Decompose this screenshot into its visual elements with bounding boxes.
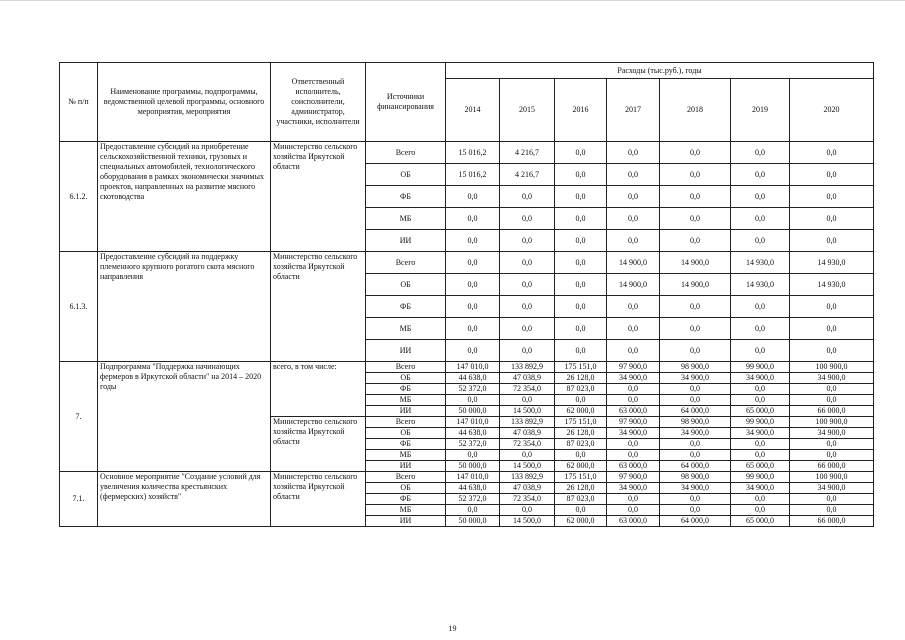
amount-cell: 0,0 <box>607 186 660 208</box>
amount-cell: 47 038,9 <box>500 483 555 494</box>
amount-cell: 65 000,0 <box>731 461 790 472</box>
funding-source: Всего <box>366 417 446 428</box>
amount-cell: 14 930,0 <box>790 252 874 274</box>
measure-name: Основное мероприятие "Создание условий для увеличения количества крестьянских (фермерских) хозяйств" <box>98 472 271 527</box>
funding-source: ИИ <box>366 406 446 417</box>
block-6-1-2 <box>60 142 874 252</box>
funding-source: ОБ <box>366 373 446 384</box>
amount-cell: 14 900,0 <box>660 252 731 274</box>
amount-cell: 0,0 <box>555 395 607 406</box>
amount-cell: 0,0 <box>555 505 607 516</box>
amount-cell: 0,0 <box>500 395 555 406</box>
amount-cell: 62 000,0 <box>555 461 607 472</box>
amount-cell: 0,0 <box>555 164 607 186</box>
funding-source: ИИ <box>366 340 446 362</box>
amount-cell: 0,0 <box>660 296 731 318</box>
amount-cell: 0,0 <box>660 186 731 208</box>
funding-source: МБ <box>366 318 446 340</box>
amount-cell: 63 000,0 <box>607 461 660 472</box>
row-number: 7.1. <box>60 472 98 527</box>
amount-cell: 52 372,0 <box>446 494 500 505</box>
amount-cell: 0,0 <box>555 274 607 296</box>
amount-cell: 0,0 <box>731 230 790 252</box>
amount-cell: 0,0 <box>731 439 790 450</box>
amount-cell: 0,0 <box>790 395 874 406</box>
amount-cell: 0,0 <box>607 318 660 340</box>
amount-cell: 0,0 <box>731 208 790 230</box>
amount-cell: 0,0 <box>607 142 660 164</box>
amount-cell: 0,0 <box>731 164 790 186</box>
amount-cell: 0,0 <box>446 296 500 318</box>
amount-cell: 0,0 <box>555 296 607 318</box>
amount-cell: 0,0 <box>660 494 731 505</box>
header-num: № п/п <box>60 63 98 142</box>
amount-cell: 14 930,0 <box>731 274 790 296</box>
amount-cell: 0,0 <box>500 208 555 230</box>
amount-cell: 66 000,0 <box>790 461 874 472</box>
table-row <box>60 142 874 164</box>
amount-cell: 0,0 <box>790 318 874 340</box>
amount-cell: 64 000,0 <box>660 406 731 417</box>
amount-cell: 64 000,0 <box>660 516 731 527</box>
measure-name: Предоставление субсидий на приобретение сельскохозяйственной техники, грузовых и специальных автомобилей, технологического оборудования в рамках экономически значимых проектов, направленных на развитие мясного скотоводства <box>98 142 271 252</box>
header-year: 2014 <box>446 79 500 142</box>
amount-cell: 0,0 <box>607 384 660 395</box>
amount-cell: 100 900,0 <box>790 417 874 428</box>
amount-cell: 62 000,0 <box>555 406 607 417</box>
amount-cell: 47 038,9 <box>500 428 555 439</box>
amount-cell: 34 900,0 <box>660 428 731 439</box>
header-sources: Источники финансирования <box>366 63 446 142</box>
amount-cell: 50 000,0 <box>446 461 500 472</box>
header-year: 2015 <box>500 79 555 142</box>
amount-cell: 0,0 <box>660 164 731 186</box>
amount-cell: 34 900,0 <box>731 428 790 439</box>
amount-cell: 98 900,0 <box>660 362 731 373</box>
amount-cell: 0,0 <box>446 450 500 461</box>
amount-cell: 0,0 <box>446 505 500 516</box>
amount-cell: 0,0 <box>790 296 874 318</box>
amount-cell: 52 372,0 <box>446 384 500 395</box>
funding-source: МБ <box>366 208 446 230</box>
funding-source: ИИ <box>366 461 446 472</box>
block-7 <box>60 362 874 472</box>
amount-cell: 0,0 <box>790 230 874 252</box>
amount-cell: 0,0 <box>731 318 790 340</box>
amount-cell: 0,0 <box>731 494 790 505</box>
amount-cell: 0,0 <box>446 252 500 274</box>
amount-cell: 52 372,0 <box>446 439 500 450</box>
amount-cell: 0,0 <box>660 340 731 362</box>
amount-cell: 0,0 <box>731 186 790 208</box>
amount-cell: 65 000,0 <box>731 406 790 417</box>
amount-cell: 15 016,2 <box>446 142 500 164</box>
amount-cell: 72 354,0 <box>500 384 555 395</box>
funding-source: МБ <box>366 505 446 516</box>
amount-cell: 0,0 <box>555 252 607 274</box>
responsible-executor: Министерство сельского хозяйства Иркутской области <box>271 417 366 472</box>
funding-source: ФБ <box>366 296 446 318</box>
amount-cell: 0,0 <box>731 142 790 164</box>
funding-source: МБ <box>366 395 446 406</box>
amount-cell: 0,0 <box>446 274 500 296</box>
amount-cell: 0,0 <box>555 186 607 208</box>
amount-cell: 0,0 <box>607 505 660 516</box>
amount-cell: 87 023,0 <box>555 384 607 395</box>
header-year: 2019 <box>731 79 790 142</box>
amount-cell: 64 000,0 <box>660 461 731 472</box>
amount-cell: 0,0 <box>607 164 660 186</box>
amount-cell: 175 151,0 <box>555 362 607 373</box>
amount-cell: 0,0 <box>731 296 790 318</box>
amount-cell: 0,0 <box>555 318 607 340</box>
amount-cell: 0,0 <box>555 340 607 362</box>
header-year: 2020 <box>790 79 874 142</box>
responsible-executor: Министерство сельского хозяйства Иркутской области <box>271 252 366 362</box>
amount-cell: 34 900,0 <box>607 428 660 439</box>
amount-cell: 0,0 <box>555 450 607 461</box>
amount-cell: 0,0 <box>660 505 731 516</box>
amount-cell: 4 216,7 <box>500 164 555 186</box>
funding-source: ОБ <box>366 483 446 494</box>
amount-cell: 44 638,0 <box>446 483 500 494</box>
amount-cell: 66 000,0 <box>790 516 874 527</box>
amount-cell: 0,0 <box>790 186 874 208</box>
amount-cell: 98 900,0 <box>660 417 731 428</box>
amount-cell: 50 000,0 <box>446 406 500 417</box>
amount-cell: 0,0 <box>555 142 607 164</box>
funding-source: ФБ <box>366 384 446 395</box>
funding-source: ОБ <box>366 428 446 439</box>
amount-cell: 0,0 <box>500 505 555 516</box>
funding-source: Всего <box>366 142 446 164</box>
funding-source: Всего <box>366 252 446 274</box>
amount-cell: 34 900,0 <box>607 373 660 384</box>
amount-cell: 0,0 <box>607 340 660 362</box>
amount-cell: 15 016,2 <box>446 164 500 186</box>
amount-cell: 0,0 <box>500 252 555 274</box>
amount-cell: 0,0 <box>790 505 874 516</box>
amount-cell: 50 000,0 <box>446 516 500 527</box>
amount-cell: 0,0 <box>731 340 790 362</box>
amount-cell: 14 900,0 <box>607 274 660 296</box>
amount-cell: 0,0 <box>446 340 500 362</box>
funding-source: МБ <box>366 450 446 461</box>
amount-cell: 0,0 <box>660 208 731 230</box>
amount-cell: 26 128,0 <box>555 428 607 439</box>
amount-cell: 34 900,0 <box>731 483 790 494</box>
measure-name: Предоставление субсидий на поддержку племенного крупного рогатого скота мясного направления <box>98 252 271 362</box>
amount-cell: 97 900,0 <box>607 417 660 428</box>
amount-cell: 0,0 <box>607 230 660 252</box>
amount-cell: 0,0 <box>660 450 731 461</box>
funding-source: ФБ <box>366 186 446 208</box>
funding-source: ФБ <box>366 439 446 450</box>
amount-cell: 133 892,9 <box>500 472 555 483</box>
amount-cell: 4 216,7 <box>500 142 555 164</box>
funding-source: ФБ <box>366 494 446 505</box>
row-number: 6.1.2. <box>60 142 98 252</box>
amount-cell: 0,0 <box>446 230 500 252</box>
amount-cell: 0,0 <box>500 296 555 318</box>
responsible-executor: всего, в том числе: <box>271 362 366 417</box>
amount-cell: 14 900,0 <box>607 252 660 274</box>
amount-cell: 26 128,0 <box>555 483 607 494</box>
amount-cell: 0,0 <box>660 318 731 340</box>
amount-cell: 133 892,9 <box>500 362 555 373</box>
table-row <box>60 362 874 373</box>
amount-cell: 0,0 <box>446 186 500 208</box>
amount-cell: 14 930,0 <box>731 252 790 274</box>
amount-cell: 0,0 <box>660 395 731 406</box>
amount-cell: 0,0 <box>500 318 555 340</box>
amount-cell: 147 010,0 <box>446 362 500 373</box>
amount-cell: 14 500,0 <box>500 461 555 472</box>
amount-cell: 34 900,0 <box>731 373 790 384</box>
amount-cell: 0,0 <box>660 439 731 450</box>
amount-cell: 175 151,0 <box>555 472 607 483</box>
amount-cell: 34 900,0 <box>660 483 731 494</box>
amount-cell: 133 892,9 <box>500 417 555 428</box>
amount-cell: 0,0 <box>731 395 790 406</box>
amount-cell: 0,0 <box>790 450 874 461</box>
amount-cell: 100 900,0 <box>790 472 874 483</box>
amount-cell: 66 000,0 <box>790 406 874 417</box>
amount-cell: 62 000,0 <box>555 516 607 527</box>
amount-cell: 0,0 <box>790 340 874 362</box>
amount-cell: 0,0 <box>790 439 874 450</box>
amount-cell: 0,0 <box>446 208 500 230</box>
amount-cell: 65 000,0 <box>731 516 790 527</box>
amount-cell: 0,0 <box>660 384 731 395</box>
header-year: 2017 <box>607 79 660 142</box>
amount-cell: 72 354,0 <box>500 439 555 450</box>
amount-cell: 0,0 <box>660 142 731 164</box>
header-expenses: Расходы (тыс.руб.), годы <box>446 63 874 79</box>
amount-cell: 14 500,0 <box>500 516 555 527</box>
table-header <box>60 63 874 142</box>
amount-cell: 100 900,0 <box>790 362 874 373</box>
amount-cell: 0,0 <box>446 318 500 340</box>
amount-cell: 14 900,0 <box>660 274 731 296</box>
amount-cell: 34 900,0 <box>790 483 874 494</box>
amount-cell: 0,0 <box>607 208 660 230</box>
header-name: Наименование программы, подпрограммы, ведомственной целевой программы, основного мероприятия, мероприятия <box>98 63 271 142</box>
scan-edge-line <box>0 0 905 1</box>
amount-cell: 0,0 <box>500 340 555 362</box>
amount-cell: 99 900,0 <box>731 362 790 373</box>
responsible-executor: Министерство сельского хозяйства Иркутской области <box>271 472 366 527</box>
amount-cell: 0,0 <box>500 274 555 296</box>
amount-cell: 0,0 <box>731 505 790 516</box>
amount-cell: 0,0 <box>790 384 874 395</box>
funding-source: ОБ <box>366 164 446 186</box>
amount-cell: 14 930,0 <box>790 274 874 296</box>
amount-cell: 0,0 <box>790 164 874 186</box>
amount-cell: 0,0 <box>607 395 660 406</box>
header-responsible: Ответственный исполнитель, соисполнители, администратор, участники, исполнители <box>271 63 366 142</box>
amount-cell: 0,0 <box>500 186 555 208</box>
amount-cell: 0,0 <box>555 208 607 230</box>
amount-cell: 44 638,0 <box>446 428 500 439</box>
amount-cell: 147 010,0 <box>446 472 500 483</box>
amount-cell: 34 900,0 <box>790 428 874 439</box>
amount-cell: 0,0 <box>790 208 874 230</box>
amount-cell: 147 010,0 <box>446 417 500 428</box>
amount-cell: 34 900,0 <box>607 483 660 494</box>
amount-cell: 63 000,0 <box>607 406 660 417</box>
amount-cell: 97 900,0 <box>607 472 660 483</box>
budget-table <box>59 62 874 527</box>
amount-cell: 87 023,0 <box>555 494 607 505</box>
header-year: 2018 <box>660 79 731 142</box>
amount-cell: 0,0 <box>500 230 555 252</box>
amount-cell: 0,0 <box>500 450 555 461</box>
amount-cell: 0,0 <box>607 494 660 505</box>
amount-cell: 26 128,0 <box>555 373 607 384</box>
amount-cell: 99 900,0 <box>731 472 790 483</box>
amount-cell: 34 900,0 <box>660 373 731 384</box>
amount-cell: 97 900,0 <box>607 362 660 373</box>
amount-cell: 87 023,0 <box>555 439 607 450</box>
block-6-1-3 <box>60 252 874 362</box>
responsible-executor: Министерство сельского хозяйства Иркутской области <box>271 142 366 252</box>
amount-cell: 98 900,0 <box>660 472 731 483</box>
amount-cell: 34 900,0 <box>790 373 874 384</box>
row-number: 7. <box>60 362 98 472</box>
subprogram-name: Подпрограмма "Поддержка начинающих фермеров в Иркутской области" на 2014 – 2020 годы <box>98 362 271 472</box>
funding-source: ИИ <box>366 516 446 527</box>
amount-cell: 0,0 <box>555 230 607 252</box>
amount-cell: 0,0 <box>607 296 660 318</box>
amount-cell: 63 000,0 <box>607 516 660 527</box>
amount-cell: 0,0 <box>446 395 500 406</box>
amount-cell: 0,0 <box>607 450 660 461</box>
page-number: 19 <box>448 624 457 633</box>
block-7-1 <box>60 472 874 527</box>
amount-cell: 72 354,0 <box>500 494 555 505</box>
amount-cell: 0,0 <box>790 142 874 164</box>
amount-cell: 0,0 <box>790 494 874 505</box>
table-row <box>60 252 874 274</box>
funding-source: Всего <box>366 472 446 483</box>
funding-source: ОБ <box>366 274 446 296</box>
funding-source: ИИ <box>366 230 446 252</box>
header-year: 2016 <box>555 79 607 142</box>
amount-cell: 44 638,0 <box>446 373 500 384</box>
amount-cell: 14 500,0 <box>500 406 555 417</box>
amount-cell: 0,0 <box>660 230 731 252</box>
funding-source: Всего <box>366 362 446 373</box>
amount-cell: 0,0 <box>731 384 790 395</box>
amount-cell: 0,0 <box>731 450 790 461</box>
amount-cell: 175 151,0 <box>555 417 607 428</box>
amount-cell: 47 038,9 <box>500 373 555 384</box>
amount-cell: 99 900,0 <box>731 417 790 428</box>
row-number: 6.1.3. <box>60 252 98 362</box>
amount-cell: 0,0 <box>607 439 660 450</box>
table-row <box>60 472 874 483</box>
